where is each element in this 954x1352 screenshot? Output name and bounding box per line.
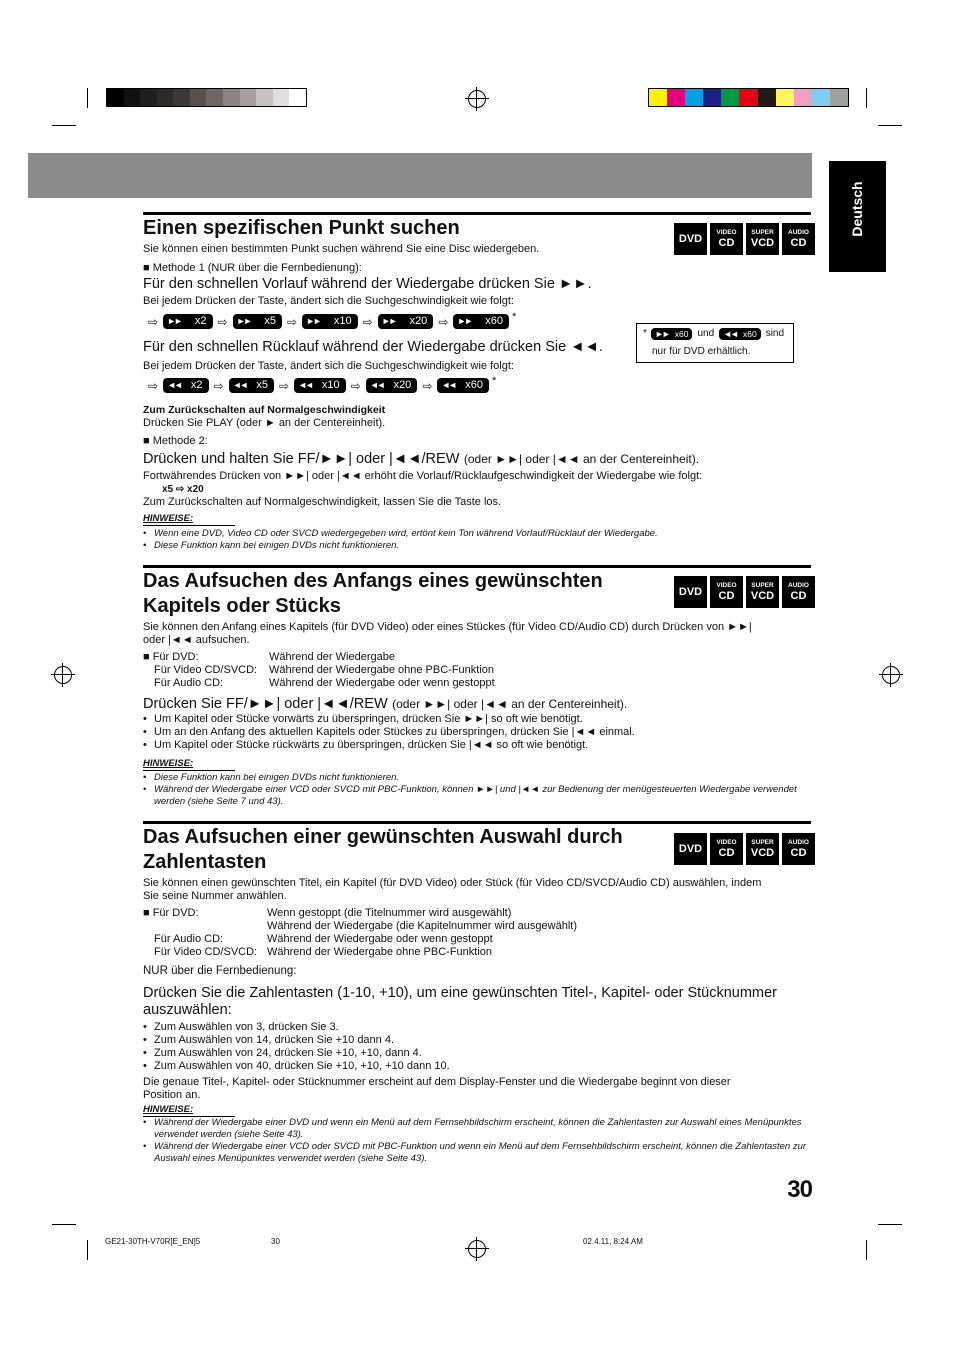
- s3-bullets: [143, 1021, 811, 1073]
- speed-chip: [453, 314, 509, 329]
- logo-bottom-text: CD: [790, 847, 807, 859]
- section-rule: [143, 212, 811, 215]
- crop-mark: [866, 1240, 867, 1260]
- footnote-star: *: [491, 374, 497, 387]
- s2-notes-underline: [143, 770, 235, 771]
- logo-top-text: AUDIO: [788, 229, 809, 236]
- dvd-logo: [674, 833, 707, 865]
- speed-value: x2: [190, 379, 203, 391]
- logo-bottom-text: DVD: [678, 233, 703, 245]
- speed-chip: [437, 378, 489, 393]
- crop-mark: [87, 88, 88, 108]
- calibration-swatch: [667, 89, 685, 106]
- s3-intro-line2: Sie seine Nummer anwählen.: [143, 890, 287, 902]
- s2-heading: Drücken Sie FF/►►| oder |◄◄/REW (oder ►►| oder |◄◄ an der Centereinheit).: [143, 696, 628, 712]
- list-item: • Um Kapitel oder Stücke vorwärts zu überspringen, drücken Sie ►►| so oft wie benötigt.: [143, 713, 811, 726]
- logo-top-text: VIDEO: [716, 582, 737, 589]
- rew-speed-sequence: [143, 374, 497, 393]
- ff-x60-chip: ►► x60: [651, 328, 693, 340]
- list-item: • Zum Auswählen von 3, drücken Sie 3.: [143, 1021, 811, 1034]
- s3-notes: [143, 1117, 811, 1165]
- calibration-swatch: [223, 89, 240, 106]
- crop-mark: [87, 1240, 88, 1260]
- disc-logos: [674, 223, 815, 255]
- rewind-icon: ◄◄: [167, 380, 181, 390]
- note-item: • Wenn eine DVD, Video CD oder SVCD wiedergegeben wird, ertönt kein Ton während Vorlauf/Rücklauf der Wiedergabe.: [143, 528, 811, 540]
- video-cd-logo: [710, 223, 743, 255]
- note-sind: sind: [765, 328, 785, 339]
- logo-bottom-text: DVD: [678, 586, 703, 598]
- section-1-title: Einen spezifischen Punkt suchen: [143, 217, 460, 239]
- crop-mark: [878, 125, 902, 126]
- audio-cd-logo: [782, 223, 815, 255]
- disc-logos: [674, 576, 815, 608]
- rewind-icon: ◄◄: [232, 380, 247, 390]
- arrow-right-icon: ⇨: [438, 314, 449, 329]
- s1-rew-desc: Bei jedem Drücken der Taste, ändert sich die Suchgeschwindigkeit wie folgt:: [143, 360, 514, 372]
- s1-ff-desc: Bei jedem Drücken der Taste, ändert sich die Suchgeschwindigkeit wie folgt:: [143, 295, 514, 307]
- s3-remote-only: NUR über die Fernbedienung:: [143, 965, 297, 977]
- rewind-icon: ◄◄: [369, 380, 384, 390]
- svcd-logo: [746, 223, 779, 255]
- color-calibration-bar: [648, 88, 849, 107]
- footnote-star: *: [511, 310, 517, 323]
- list-item: • Zum Auswählen von 40, drücken Sie +10, +10, +10 dann 10.: [143, 1060, 811, 1073]
- s1-back-normal-text: Drücken Sie PLAY (oder ► an der Centereinheit).: [143, 417, 386, 429]
- logo-bottom-text: VCD: [750, 237, 775, 249]
- arrow-right-icon: ⇨: [148, 314, 159, 329]
- calibration-swatch: [721, 89, 739, 106]
- s1-rew-heading: Für den schnellen Rücklauf während der Wiedergabe drücken Sie ◄◄.: [143, 339, 603, 355]
- video-cd-logo: [710, 833, 743, 865]
- calibration-swatch: [703, 89, 721, 106]
- audio-cd-logo: [782, 833, 815, 865]
- s2-availability-table: ■ Für DVD: Während der Wiedergabe Für Video CD/SVCD: Während der Wiedergabe ohne PBC-Funktion Für Audio CD: Während der Wiedergabe oder wenn gestoppt: [143, 651, 495, 689]
- fast-forward-icon: ►►: [457, 316, 472, 326]
- language-tab: [829, 161, 886, 272]
- arrow-right-icon: ⇨: [287, 314, 298, 329]
- calibration-swatch: [190, 89, 207, 106]
- s1-back-normal-heading: Zum Zurückschalten auf Normalgeschwindigkeit: [143, 404, 386, 416]
- s3-heading-line2: auszuwählen:: [143, 1002, 232, 1018]
- arrow-right-icon: ⇨: [148, 378, 159, 393]
- speed-chip: [366, 378, 418, 393]
- logo-bottom-text: CD: [718, 847, 735, 859]
- fast-forward-icon: ►►: [381, 316, 396, 326]
- rewind-icon: ◄◄: [298, 380, 312, 390]
- arrow-right-icon: ⇨: [279, 378, 290, 393]
- speed-value: x20: [409, 315, 428, 327]
- speed-value: x5: [256, 379, 269, 391]
- crop-mark: [878, 1224, 902, 1225]
- speed-value: x60: [465, 379, 483, 391]
- fast-forward-icon: ►►: [167, 316, 181, 326]
- fast-forward-icon: ►►: [306, 316, 320, 326]
- speed-chip: [163, 378, 208, 393]
- logo-top-text: AUDIO: [788, 582, 809, 589]
- s3-intro-line1: Sie können einen gewünschten Titel, ein Kapitel (für DVD Video) oder Stück (für Video CD/SVCD/Audio CD) auswählen, indem: [143, 877, 762, 889]
- list-item: • Um Kapitel oder Stücke rückwärts zu überspringen, drücken Sie |◄◄ so oft wie benötigt.: [143, 739, 811, 752]
- s1-notes-underline: [143, 525, 235, 526]
- speed-value: x10: [333, 315, 352, 327]
- section-rule: [143, 821, 811, 824]
- disc-logos: [674, 833, 815, 865]
- speed-chip: [233, 314, 282, 329]
- logo-bottom-text: VCD: [750, 847, 775, 859]
- speed-value: x10: [321, 379, 340, 391]
- calibration-swatch: [124, 89, 141, 106]
- audio-cd-logo: [782, 576, 815, 608]
- note-item: • Während der Wiedergabe einer VCD oder SVCD mit PBC-Funktion, können ►►| und |◄◄ zur Bedienung der menügesteuerten Wiedergabe verwendet werden (siehe Seite 7 und 43).: [143, 784, 811, 808]
- speed-value: x5: [264, 315, 277, 327]
- speed-chip: [302, 314, 358, 329]
- header-band: [28, 153, 812, 198]
- logo-bottom-text: CD: [790, 590, 807, 602]
- s1-m2-text2: Zum Zurückschalten auf Normalgeschwindigkeit, lassen Sie die Taste los.: [143, 496, 502, 508]
- calibration-swatch: [256, 89, 273, 106]
- note-item: • Diese Funktion kann bei einigen DVDs nicht funktionieren.: [143, 540, 811, 552]
- arrow-right-icon: ⇨: [362, 314, 373, 329]
- arrow-right-icon: ⇨: [350, 378, 361, 393]
- s1-method2-heading: Drücken und halten Sie FF/►►| oder |◄◄/REW (oder ►►| oder |◄◄ an der Centereinheit).: [143, 451, 700, 467]
- s3-notes-label: HINWEISE:: [143, 1104, 194, 1115]
- section-3-title-line1: Das Aufsuchen einer gewünschten Auswahl durch: [143, 826, 623, 848]
- dvd-only-note-box: [636, 323, 794, 363]
- speed-chip: [163, 314, 212, 329]
- s3-availability-table: ■ Für DVD: Wenn gestoppt (die Titelnummer wird ausgewählt) Während der Wiedergabe (die Kapitelnummer wird ausgewählt) Für Audio CD: Während der Wiedergabe oder wenn gestoppt Für Video CD/SVCD: Während der Wiedergabe ohne PBC-Funktion: [143, 907, 577, 958]
- speed-value: x60: [485, 315, 503, 327]
- s2-intro-line2: oder |◄◄ aufsuchen.: [143, 634, 250, 646]
- logo-bottom-text: VCD: [750, 590, 775, 602]
- crop-mark: [52, 125, 76, 126]
- calibration-swatch: [812, 89, 830, 106]
- logo-top-text: VIDEO: [716, 839, 737, 846]
- note-line2: nur für DVD erhältlich.: [652, 346, 751, 357]
- arrow-right-icon: ⇨: [217, 314, 228, 329]
- crop-mark: [52, 1224, 76, 1225]
- registration-mark: [468, 1240, 486, 1258]
- rewind-icon: ◄◄: [723, 329, 737, 339]
- s2-bullets: [143, 713, 811, 752]
- calibration-swatch: [289, 89, 306, 106]
- s2-notes: [143, 772, 811, 808]
- s1-notes-label: HINWEISE:: [143, 513, 194, 524]
- footer-date: 02.4.11, 8:24 AM: [583, 1237, 643, 1246]
- calibration-swatch: [794, 89, 812, 106]
- s1-m2-text1: Fortwährendes Drücken von ►►| oder |◄◄ erhöht die Vorlauf/Rücklaufgeschwindigkeit der Wiedergabe wie folgt:: [143, 470, 703, 482]
- s1-method2: ■ Methode 2:: [143, 435, 208, 447]
- ff-speed-sequence: [143, 310, 517, 329]
- rewind-icon: ◄◄: [441, 380, 456, 390]
- logo-top-text: SUPER: [751, 839, 774, 846]
- video-cd-logo: [710, 576, 743, 608]
- svcd-logo: [746, 576, 779, 608]
- section-rule: [143, 565, 811, 568]
- speed-value: x20: [393, 379, 412, 391]
- speed-chip: [294, 378, 346, 393]
- section-3-title-line2: Zahlentasten: [143, 851, 267, 873]
- s3-outro-line2: Position an.: [143, 1089, 201, 1101]
- logo-bottom-text: CD: [718, 590, 735, 602]
- s2-intro-line1: Sie können den Anfang eines Kapitels (für DVD Video) oder eines Stückes (für Video CD/Audio CD) durch Drücken von ►►|: [143, 621, 752, 633]
- note-item: • Diese Funktion kann bei einigen DVDs nicht funktionieren.: [143, 772, 811, 784]
- note-star: *: [643, 328, 647, 339]
- calibration-swatch: [649, 89, 667, 106]
- s2-notes-label: HINWEISE:: [143, 758, 194, 769]
- logo-top-text: AUDIO: [788, 839, 809, 846]
- arrow-right-icon: ⇨: [213, 378, 224, 393]
- language-tab-label: Deutsch: [849, 181, 865, 237]
- calibration-swatch: [173, 89, 190, 106]
- registration-mark: [882, 666, 900, 684]
- s1-method1: ■ Methode 1 (NUR über die Fernbedienung):: [143, 262, 362, 274]
- dvd-logo: [674, 223, 707, 255]
- footer-file: GE21-30TH-V70R[E_EN]5: [105, 1237, 201, 1246]
- logo-bottom-text: CD: [790, 237, 807, 249]
- calibration-swatch: [140, 89, 157, 106]
- fast-forward-icon: ►►: [654, 329, 669, 339]
- calibration-swatch: [776, 89, 794, 106]
- s1-m2-speeds: x5 ⇨ x20: [162, 484, 204, 495]
- calibration-swatch: [206, 89, 223, 106]
- grayscale-calibration-bar: [106, 88, 307, 107]
- s1-notes: [143, 528, 811, 552]
- calibration-swatch: [273, 89, 290, 106]
- logo-top-text: VIDEO: [716, 229, 737, 236]
- calibration-swatch: [758, 89, 776, 106]
- fast-forward-icon: ►►: [236, 316, 251, 326]
- logo-bottom-text: CD: [718, 237, 735, 249]
- speed-chip: [378, 314, 434, 329]
- speed-value: x2: [194, 315, 207, 327]
- note-item: • Während der Wiedergabe einer DVD und wenn ein Menü auf dem Fernsehbildschirm erscheint, können die Zahlentasten zur Auswahl eines Menüpunktes verwendet werden (siehe Seite 43).: [143, 1117, 811, 1141]
- list-item: • Zum Auswählen von 24, drücken Sie +10, +10, dann 4.: [143, 1047, 811, 1060]
- logo-top-text: SUPER: [751, 582, 774, 589]
- calibration-swatch: [157, 89, 174, 106]
- registration-mark: [54, 666, 72, 684]
- s1-ff-heading: Für den schnellen Vorlauf während der Wiedergabe drücken Sie ►►.: [143, 276, 592, 292]
- calibration-swatch: [685, 89, 703, 106]
- speed-chip: [229, 378, 274, 393]
- dvd-logo: [674, 576, 707, 608]
- svcd-logo: [746, 833, 779, 865]
- section-2-title-line1: Das Aufsuchen des Anfangs eines gewünschten: [143, 570, 603, 592]
- page-number: 30: [787, 1176, 812, 1203]
- list-item: • Um an den Anfang des aktuellen Kapitels oder Stückes zu überspringen, drücken Sie |◄◄ einmal.: [143, 726, 811, 739]
- logo-bottom-text: DVD: [678, 843, 703, 855]
- arrow-right-icon: ⇨: [422, 378, 433, 393]
- note-item: • Während der Wiedergabe einer VCD oder SVCD mit PBC-Funktion und wenn ein Menü auf dem Fernsehbildschirm erscheint, können die Zahlentasten zur Auswahl eines Menüpunktes verwendet werden (siehe Seite 43).: [143, 1141, 811, 1165]
- list-item: • Zum Auswählen von 14, drücken Sie +10 dann 4.: [143, 1034, 811, 1047]
- calibration-swatch: [240, 89, 257, 106]
- footer-page: 30: [271, 1237, 280, 1246]
- calibration-swatch: [830, 89, 848, 106]
- rew-x60-chip: ◄◄ x60: [719, 328, 761, 340]
- logo-top-text: SUPER: [751, 229, 774, 236]
- crop-mark: [866, 88, 867, 108]
- calibration-swatch: [107, 89, 124, 106]
- registration-mark: [468, 90, 486, 108]
- s3-outro-line1: Die genaue Titel-, Kapitel- oder Stücknummer erscheint auf dem Display-Fenster und die Wiedergabe beginnt von dieser: [143, 1076, 731, 1088]
- s1-intro: Sie können einen bestimmten Punkt suchen während Sie eine Disc wiedergeben.: [143, 243, 540, 255]
- s3-heading-line1: Drücken Sie die Zahlentasten (1-10, +10), um eine gewünschten Titel-, Kapitel- oder Stücknummer: [143, 985, 777, 1001]
- section-2-title-line2: Kapitels oder Stücks: [143, 595, 341, 617]
- calibration-swatch: [739, 89, 757, 106]
- note-und: und: [697, 328, 715, 339]
